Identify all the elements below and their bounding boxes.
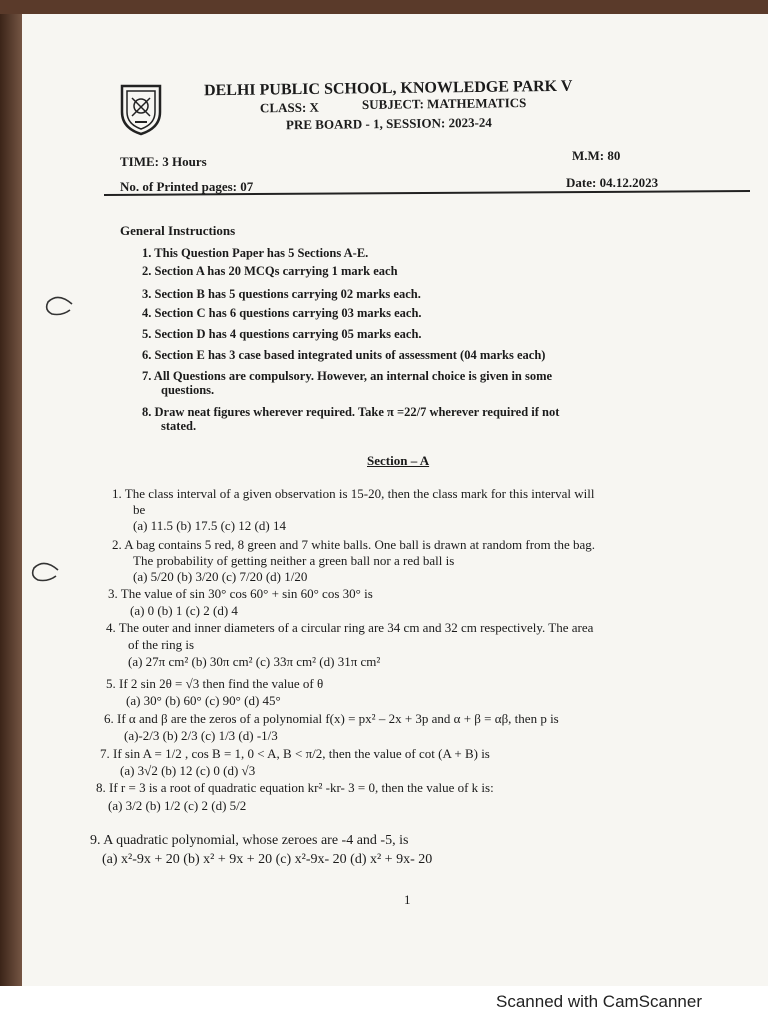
section-heading: Section – A [367, 453, 430, 468]
question-line: 1. The class interval of a given observation is 15-20, then the class mark for this interval will [112, 486, 595, 501]
instruction-item: 5. Section D has 4 questions carrying 05 marks each. [142, 327, 422, 341]
question-line: 6. If α and β are the zeros of a polynomial f(x) = px² – 2x + 3p and α + β = αβ, then p is [104, 711, 559, 726]
question-line: be [133, 502, 146, 517]
instruction-item: stated. [161, 419, 197, 433]
instruction-item: 4. Section C has 6 questions carrying 03 marks each. [142, 306, 422, 320]
question-line: 4. The outer and inner diameters of a circular ring are 34 cm and 32 cm respectively. The area [106, 620, 594, 635]
instruction-item: 6. Section E has 3 case based integrated units of assessment (04 marks each) [142, 348, 546, 362]
exam-date: Date: 04.12.2023 [566, 175, 659, 190]
class-label: CLASS: X [259, 99, 319, 116]
question-options: (a) 3√2 (b) 12 (c) 0 (d) √3 [120, 763, 256, 778]
question-line: 2. A bag contains 5 red, 8 green and 7 white balls. One ball is drawn at random from the bag. [112, 537, 596, 552]
question-line: of the ring is [128, 637, 195, 652]
printed-pages: No. of Printed pages: 07 [120, 179, 254, 194]
question-options: (a) 3/2 (b) 1/2 (c) 2 (d) 5/2 [108, 798, 247, 813]
max-marks: M.M: 80 [572, 148, 621, 163]
question-line: 5. If 2 sin 2θ = √3 then find the value of θ [106, 676, 324, 691]
question-options: (a) 11.5 (b) 17.5 (c) 12 (d) 14 [133, 518, 286, 533]
question-options: (a) 0 (b) 1 (c) 2 (d) 4 [130, 603, 238, 618]
instruction-item: 2. Section A has 20 MCQs carrying 1 mark each [142, 264, 398, 278]
instruction-item: 8. Draw neat figures wherever required. Take π =22/7 wherever required if not [142, 405, 560, 419]
instruction-item: 3. Section B has 5 questions carrying 02 marks each. [142, 287, 421, 301]
page-number: 1 [404, 892, 411, 907]
instruction-item: 1. This Question Paper has 5 Sections A-E. [142, 246, 369, 260]
instructions-title: General Instructions [120, 223, 236, 238]
instruction-item: 7. All Questions are compulsory. However, an internal choice is given in some [142, 369, 553, 383]
paper-edge [0, 14, 24, 988]
instruction-item: questions. [161, 383, 215, 397]
question-line: The probability of getting neither a green ball nor a red ball is [133, 553, 455, 568]
binder-hole-icon [28, 562, 62, 586]
exam-title: PRE BOARD - 1, SESSION: 2023-24 [285, 114, 492, 133]
question-line: 7. If sin A = 1/2 , cos B = 1, 0 < A, B < π/2, then the value of cot (A + B) is [100, 746, 490, 761]
question-options: (a) 30° (b) 60° (c) 90° (d) 45° [126, 693, 281, 708]
question-line: 8. If r = 3 is a root of quadratic equation kr² -kr- 3 = 0, then the value of k is: [96, 780, 494, 795]
question-options: (a)-2/3 (b) 2/3 (c) 1/3 (d) -1/3 [124, 728, 278, 743]
question-line: 9. A quadratic polynomial, whose zeroes are -4 and -5, is [90, 833, 409, 848]
question-line: 3. The value of sin 30° cos 60° + sin 60° cos 30° is [108, 586, 373, 601]
scanner-watermark: Scanned with CamScanner [496, 992, 703, 1011]
school-crest-icon [118, 82, 164, 136]
subject-label: SUBJECT: MATHEMATICS [361, 94, 527, 113]
question-options: (a) x²-9x + 20 (b) x² + 9x + 20 (c) x²-9x- 20 (d) x² + 9x- 20 [102, 852, 433, 867]
question-options: (a) 5/20 (b) 3/20 (c) 7/20 (d) 1/20 [133, 569, 308, 584]
school-name: DELHI PUBLIC SCHOOL, KNOWLEDGE PARK V [203, 77, 573, 100]
binder-hole-icon [42, 296, 76, 318]
time-label: TIME: 3 Hours [120, 154, 207, 169]
question-options: (a) 27π cm² (b) 30π cm² (c) 33π cm² (d) 31π cm² [128, 654, 381, 669]
